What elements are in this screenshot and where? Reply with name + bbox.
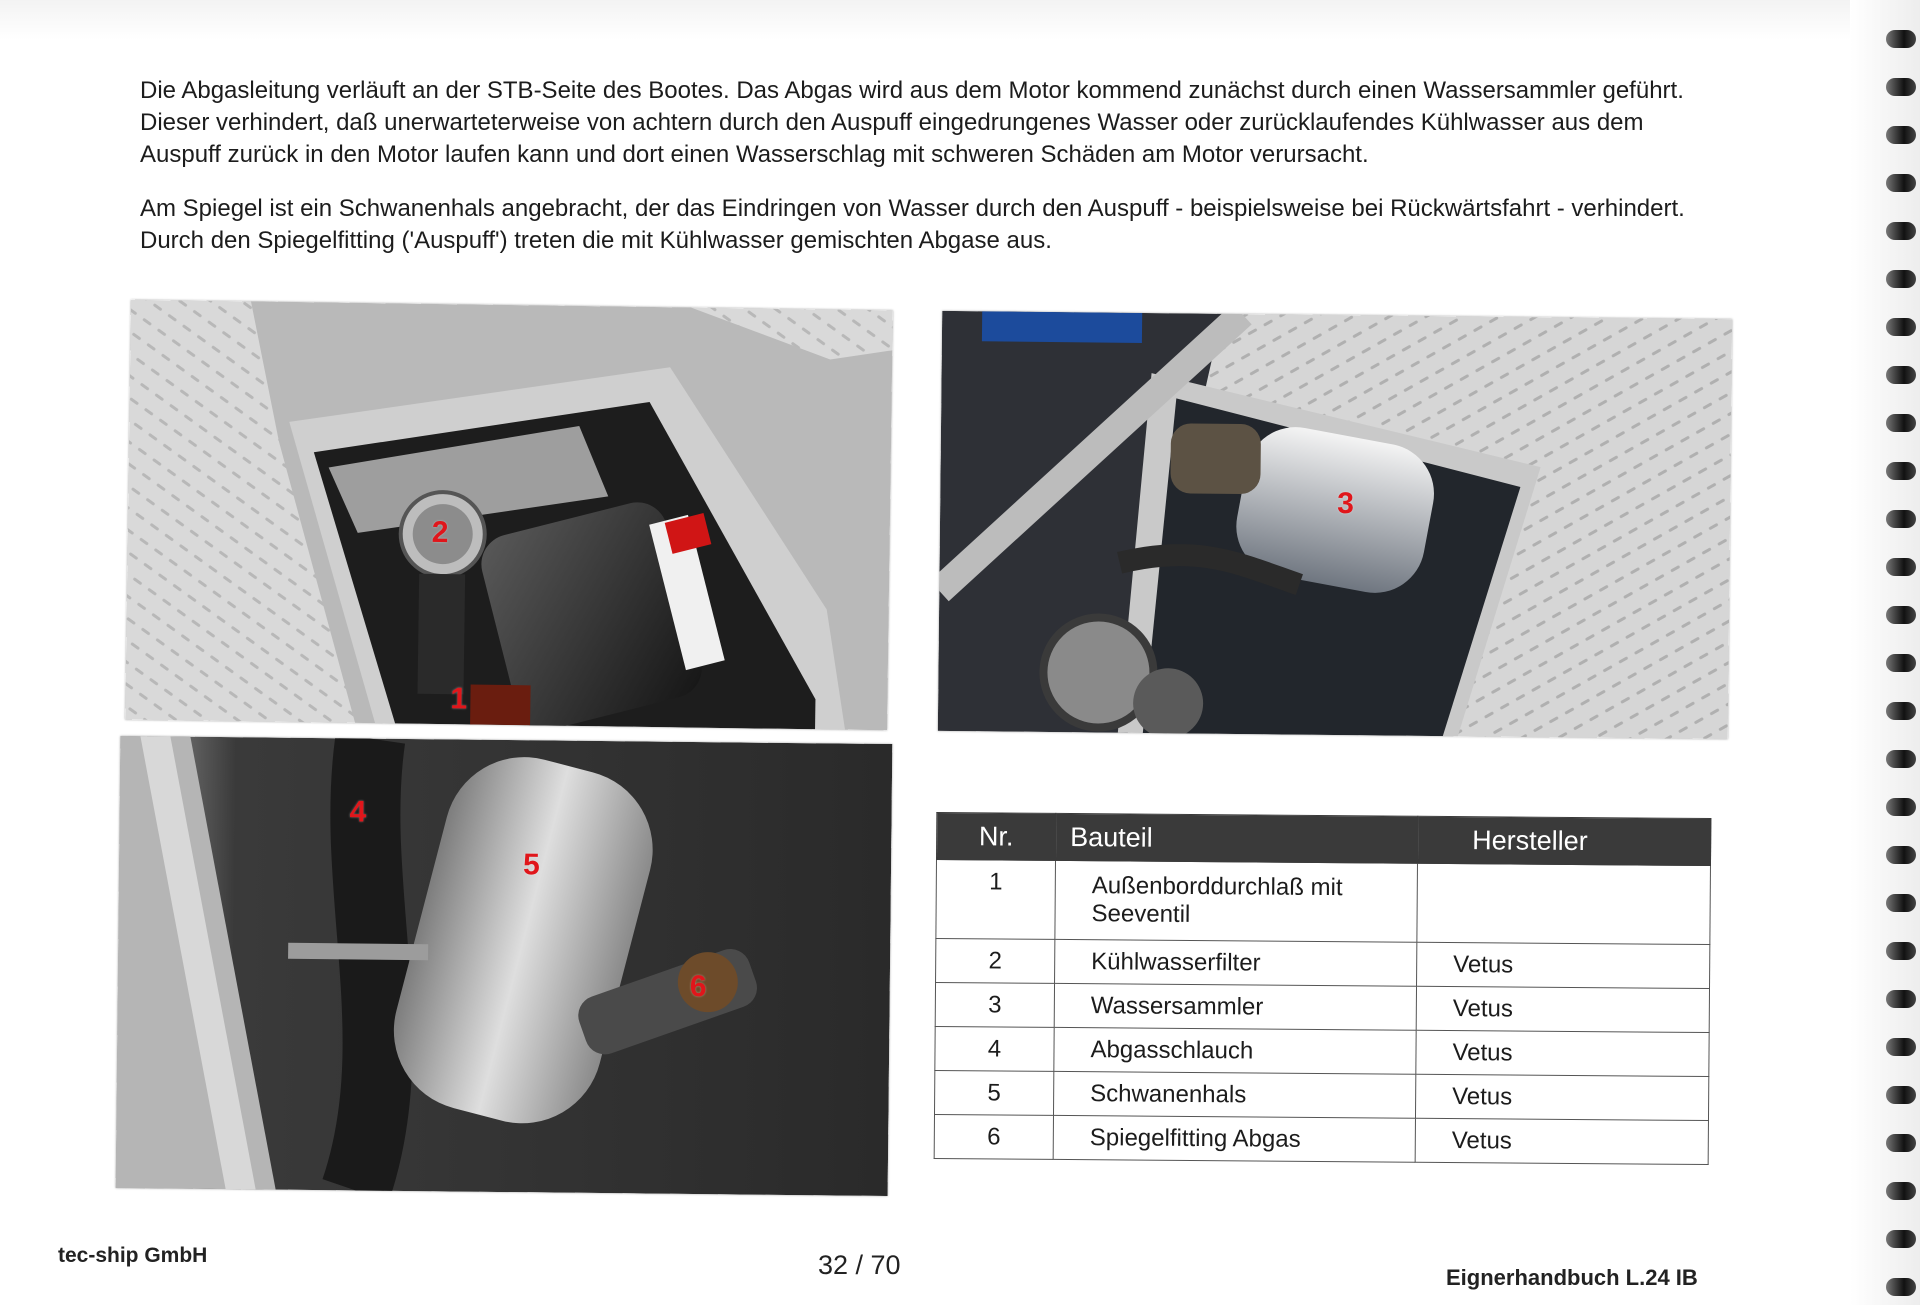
header-nr: Nr. xyxy=(937,812,1056,860)
intro-paragraph-1: Die Abgasleitung verläuft an der STB-Seite des Bootes. Das Abgas wird aus dem Motor kommend zunächst durch einen Wassersammler geführt. Dieser verhindert, daß unerwarteterweise von achtern durch den Auspuff eingedrungenes Wasser oder zurücklaufendes Kühlwasser aus dem Auspuff zurück in den Motor laufen kann und dort einen Wasserschlag mit schweren Schäden am Motor verursacht. xyxy=(140,77,1684,168)
footer-company: tec-ship GmbH xyxy=(58,1244,208,1267)
footer-page-number: 32 / 70 xyxy=(818,1250,901,1280)
spiral-ring xyxy=(1886,942,1916,960)
cell-nr: 5 xyxy=(934,1070,1053,1115)
spiral-ring xyxy=(1886,1230,1916,1248)
spiral-ring xyxy=(1886,990,1916,1008)
spiral-ring xyxy=(1886,318,1916,336)
photo-engine-image xyxy=(125,300,893,731)
spiral-ring xyxy=(1886,750,1916,768)
spiral-ring xyxy=(1886,558,1916,576)
footer-manual-title: Eignerhandbuch L.24 IB xyxy=(1446,1265,1698,1290)
table-row xyxy=(934,1070,1708,1120)
photo-swan-neck xyxy=(116,736,893,1196)
photo-label-1: 1 xyxy=(450,682,468,716)
photo-label-3: 3 xyxy=(1337,487,1355,521)
spiral-ring xyxy=(1886,654,1916,672)
photo-label-6: 6 xyxy=(689,969,707,1004)
spiral-ring xyxy=(1886,1278,1916,1296)
cell-hersteller: Vetus xyxy=(1416,986,1709,1032)
parts-table xyxy=(934,812,1712,1165)
intro-paragraph-2: Am Spiegel ist ein Schwanenhals angebracht, der das Eindringen von Wasser durch den Auspuff - beispielsweise bei Rückwärtsfahrt - verhindert. Durch den Spiegelfitting ('Auspuff') treten die mit Kühlwasser gemischten Abgase aus. xyxy=(140,195,1685,254)
spiral-ring xyxy=(1886,798,1916,816)
cell-nr: 1 xyxy=(936,859,1056,939)
intro-text xyxy=(140,75,1700,279)
photo-swan-neck-image xyxy=(116,736,893,1196)
cell-hersteller: Vetus xyxy=(1415,1118,1708,1164)
photo-label-5: 5 xyxy=(522,848,540,882)
spiral-ring xyxy=(1886,1182,1916,1200)
spiral-ring xyxy=(1886,414,1916,432)
cell-bauteil: Spiegelfitting Abgas xyxy=(1053,1115,1415,1162)
cell-nr: 4 xyxy=(935,1026,1054,1071)
photo-water-collector-image xyxy=(938,311,1732,739)
spiral-ring xyxy=(1886,606,1916,624)
spiral-ring xyxy=(1886,270,1916,288)
photo-label-4: 4 xyxy=(349,795,367,829)
photo-water-collector xyxy=(938,311,1732,739)
spiral-ring xyxy=(1886,702,1916,720)
spiral-ring xyxy=(1886,126,1916,144)
spiral-ring xyxy=(1886,462,1916,480)
cell-hersteller: Vetus xyxy=(1415,1074,1708,1120)
spiral-ring xyxy=(1886,174,1916,192)
header-hersteller: Hersteller xyxy=(1417,816,1710,865)
cell-bauteil: Abgasschlauch xyxy=(1054,1027,1416,1074)
spiral-ring xyxy=(1886,510,1916,528)
cell-bauteil: Schwanenhals xyxy=(1053,1071,1415,1118)
spiral-binding xyxy=(1880,20,1920,1305)
table-row xyxy=(935,1026,1709,1076)
cell-hersteller: Vetus xyxy=(1417,942,1710,988)
table-row xyxy=(936,859,1711,944)
cell-hersteller: Vetus xyxy=(1416,1030,1709,1076)
cell-nr: 6 xyxy=(934,1114,1053,1159)
table-header-row xyxy=(937,812,1711,865)
cell-bauteil: Außenborddurchlaß mit Seeventil xyxy=(1055,860,1418,942)
spiral-ring xyxy=(1886,222,1916,240)
spiral-ring xyxy=(1886,1086,1916,1104)
spiral-ring xyxy=(1886,1038,1916,1056)
page-shadow xyxy=(0,0,1920,40)
cell-nr: 3 xyxy=(935,982,1054,1027)
photo-label-2: 2 xyxy=(431,515,449,550)
table-row xyxy=(936,938,1710,988)
spiral-ring xyxy=(1886,30,1916,48)
cell-hersteller xyxy=(1417,863,1711,944)
table-row xyxy=(934,1114,1708,1164)
table-row xyxy=(935,982,1709,1032)
cell-bauteil: Kühlwasserfilter xyxy=(1055,939,1417,986)
cell-nr: 2 xyxy=(936,938,1055,983)
photo-engine-compartment xyxy=(125,300,893,731)
spiral-ring xyxy=(1886,366,1916,384)
spiral-ring xyxy=(1886,846,1916,864)
spiral-ring xyxy=(1886,1134,1916,1152)
header-bauteil: Bauteil xyxy=(1055,813,1417,863)
cell-bauteil: Wassersammler xyxy=(1054,983,1416,1030)
spiral-ring xyxy=(1886,894,1916,912)
spiral-ring xyxy=(1886,78,1916,96)
